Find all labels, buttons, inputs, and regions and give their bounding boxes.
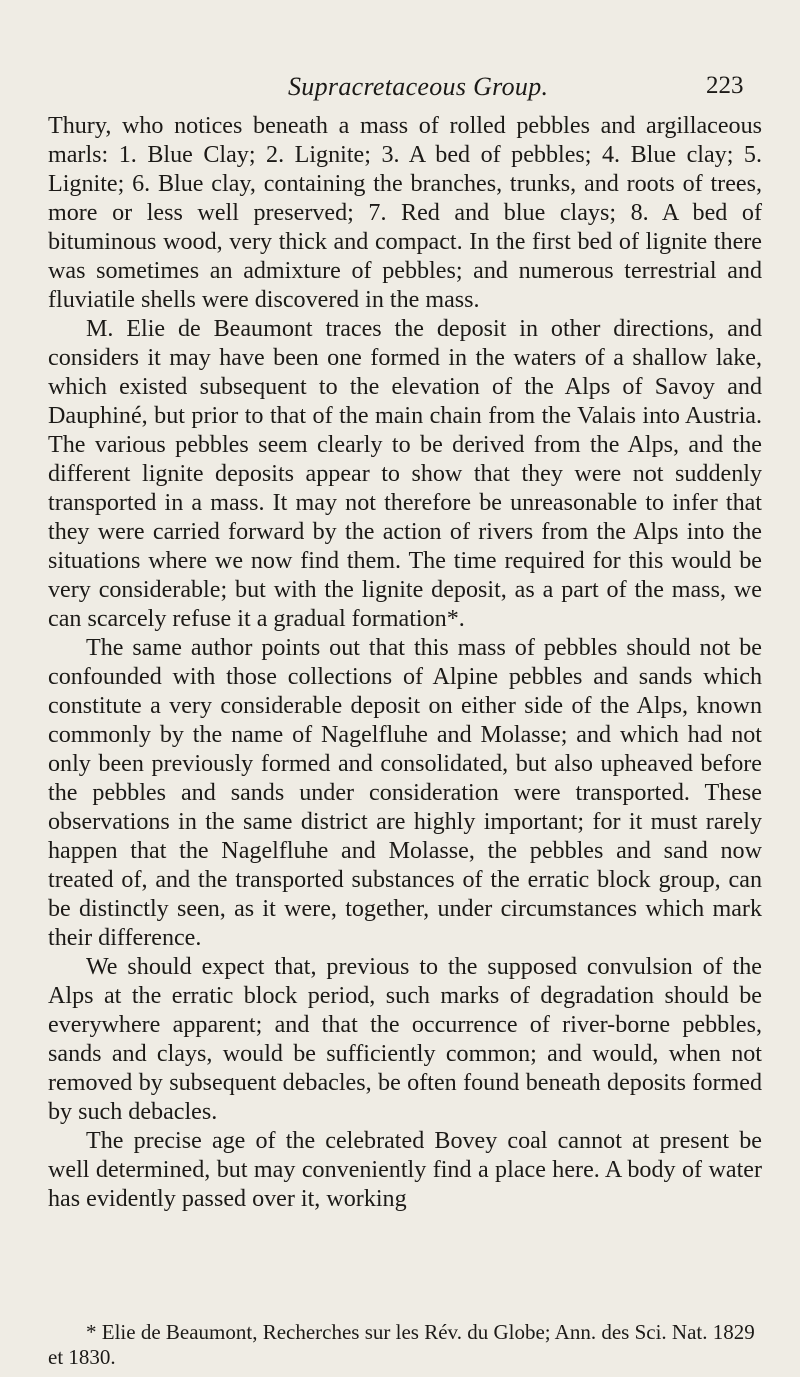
paragraph: The precise age of the celebrated Bovey coal cannot at present be well determined, but may conveniently find a place here. A body of water has evidently passed over it, working — [48, 1128, 762, 1212]
paragraph: We should expect that, previous to the supposed convulsion of the Alps at the erratic block period, such marks of degradation should be everywhere apparent; and that the occurrence of river-borne pebbles, sands and clays, would be sufficiently common; and would, when not removed by subsequent debacles, be often found beneath deposits formed by such debacles. — [48, 954, 762, 1125]
paragraph: M. Elie de Beaumont traces the deposit in other directions, and considers it may have been one formed in the waters of a shallow lake, which existed subsequent to the elevation of the Alps of Savoy and Dauphiné, but prior to that of the main chain from the Valais into Austria. The various pebbles seem clearly to be derived from the Alps, and the different lignite deposits appear to show that they were not suddenly transported in a mass. It may not therefore be unreasonable to infer that they were carried forward by the action of rivers from the Alps into the situations where we now find them. The time required for this would be very considerable; but with the lignite deposit, as a part of the mass, we can scarcely refuse it a gradual formation*. — [48, 316, 762, 632]
paragraph: The same author points out that this mass of pebbles should not be confounded with those collections of Alpine pebbles and sands which constitute a very considerable deposit on either side of the Alps, known commonly by the name of Nagelfluhe and Molasse; and which had not only been previously formed and consolidated, but also upheaved before the pebbles and sands under consideration were transported. These observations in the same district are highly important; for it must rarely happen that the Nagelfluhe and Molasse, the pebbles and sand now treated of, and the transported substances of the erratic block group, can be distinctly seen, as it were, together, under circumstances which mark their difference. — [48, 635, 762, 951]
footnote: * Elie de Beaumont, Recherches sur les Rév. du Globe; Ann. des Sci. Nat. 1829 et 1830. — [48, 1320, 755, 1369]
running-head — [0, 72, 800, 108]
page-number: 223 — [706, 72, 744, 99]
paragraph: Thury, who notices beneath a mass of rolled pebbles and argillaceous marls: 1. Blue Clay; 2. Lignite; 3. A bed of pebbles; 4. Blue clay; 5. Lignite; 6. Blue clay, containing the branches, trunks, and roots of trees, more or less well preserved; 7. Red and blue clays; 8. A bed of bituminous wood, very thick and compact. In the first bed of lignite there was sometimes an admixture of pebbles; and numerous terrestrial and fluviatile shells were discovered in the mass. — [48, 113, 762, 313]
running-title: Supracretaceous Group. — [288, 72, 549, 101]
body-text — [48, 112, 762, 1214]
